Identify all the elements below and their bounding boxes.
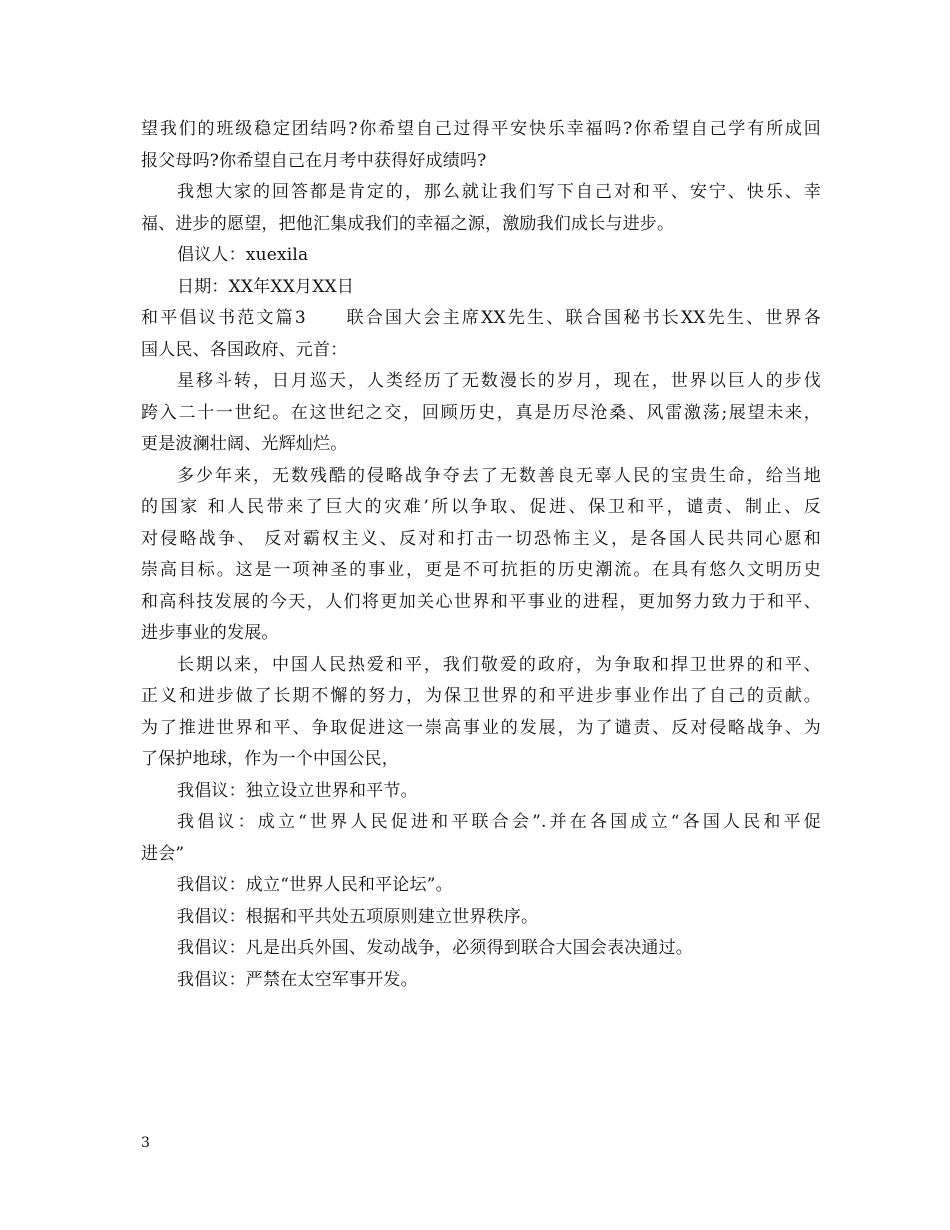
- text-line: 的国家 和人民带来了巨大的灾难’所以争取、促进、保卫和平，谴责、制止、反: [141, 497, 821, 517]
- text-line: 长期以来，中国人民热爱和平，我们敬爱的政府，为争取和捍卫世界的和平、: [177, 654, 821, 675]
- text-line: 倡议人：xuexila: [177, 245, 309, 265]
- text-line: 望我们的班级稳定团结吗?你希望自己过得平安快乐幸福吗?你希望自己学有所成回: [141, 119, 821, 139]
- text-line: 我倡议：根据和平共处五项原则建立世界秩序。: [177, 906, 539, 927]
- text-line: 了保护地球，作为一个中国公民，: [141, 749, 399, 769]
- text-line: 多少年来，无数残酷的侵略战争夺去了无数善良无辜人民的宝贵生命，给当地: [177, 465, 821, 486]
- text-line: 更是波澜壮阔、光辉灿烂。: [141, 434, 348, 454]
- page-number: 3: [141, 1135, 150, 1151]
- text-line: 进步事业的发展。: [141, 623, 279, 643]
- text-line: 日期：XX年XX月XX日: [177, 276, 355, 297]
- text-line: 正义和进步做了长期不懈的努力，为保卫世界的和平进步事业作出了自己的贡献。: [141, 686, 821, 706]
- text-line: 我倡议：严禁在太空军事开发。: [177, 969, 418, 990]
- text-line: 我倡议：成立“世界人民促进和平联合会”.并在各国成立“各国人民和平促: [177, 812, 821, 832]
- text-line: 我想大家的回答都是肯定的，那么就让我们写下自己对和平、安宁、快乐、幸: [177, 182, 821, 202]
- text-line: 报父母吗?你希望自己在月考中获得好成绩吗?: [141, 150, 487, 171]
- text-line: 对侵略战争、 反对霸权主义、反对和打击一切恐怖主义，是各国人民共同心愿和: [141, 528, 821, 549]
- text-line: 我倡议：凡是出兵外国、发动战争，必须得到联合大国会表决通过。: [177, 938, 693, 958]
- text-line: 星移斗转，日月巡天，人类经历了无数漫长的岁月，现在，世界以巨人的步伐: [177, 371, 821, 391]
- text-line: 福、进步的愿望，把他汇集成我们的幸福之源，激励我们成长与进步。: [141, 213, 675, 234]
- text-line: 跨入二十一世纪。在这世纪之交，回顾历史，真是历尽沧桑、风雷激荡;展望未来，: [141, 402, 821, 423]
- document-body: [141, 114, 821, 996]
- text-line: 为了推进世界和平、争取促进这一崇高事业的发展，为了谴责、反对侵略战争、为: [141, 717, 821, 738]
- text-line: 进会”: [141, 843, 185, 864]
- text-line: 和高科技发展的今天，人们将更加关心世界和平事业的进程，更加努力致力于和平、: [141, 591, 821, 612]
- text-line: 国人民、各国政府、元首：: [141, 339, 348, 360]
- text-line: 崇高目标。这是一项神圣的事业，更是不可抗拒的历史潮流。在具有悠久文明历史: [141, 560, 821, 580]
- text-line: 和平倡议书范文篇3 联合国大会主席XX先生、联合国秘书长XX先生、世界各: [141, 308, 821, 328]
- text-line: 我倡议：成立“世界人民和平论坛”。: [177, 875, 453, 895]
- text-line: 我倡议：独立设立世界和平节。: [177, 780, 418, 801]
